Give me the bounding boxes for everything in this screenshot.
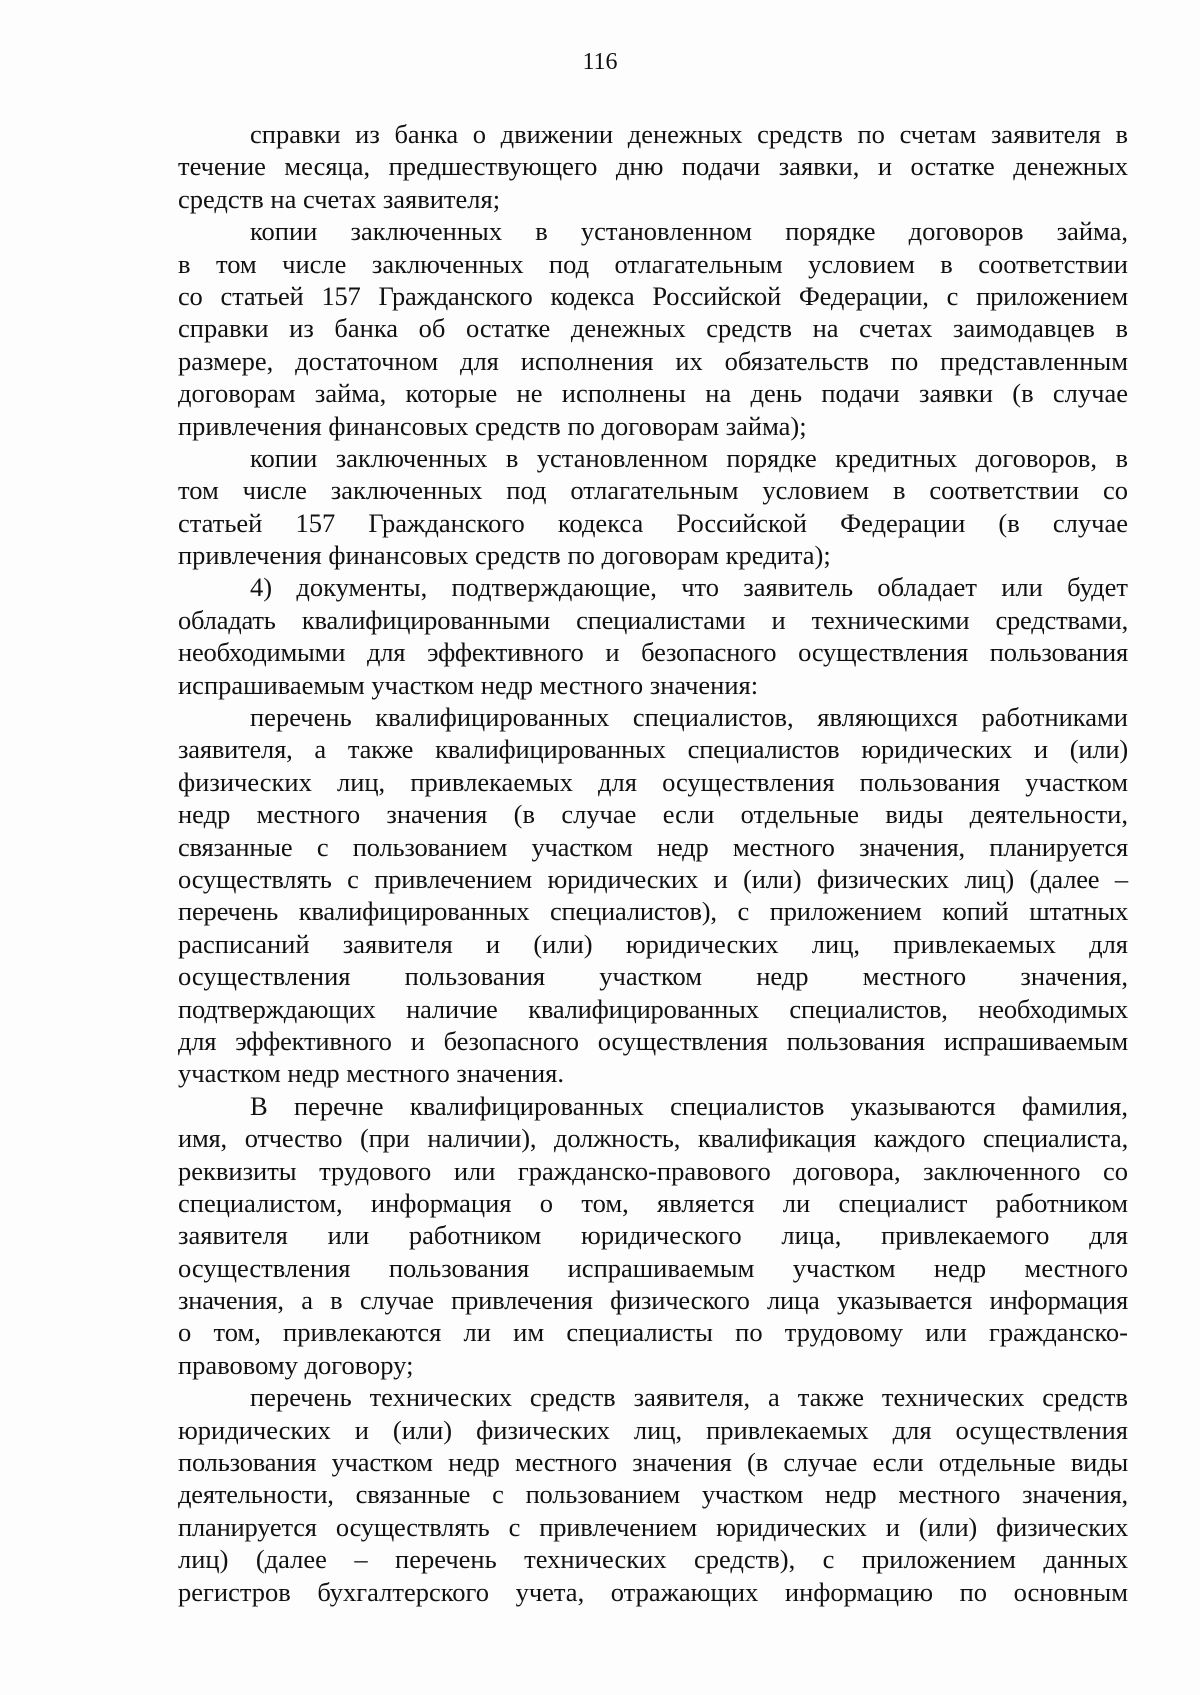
text-line: перечень квалифицированных специалистов, являющихся работниками — [250, 702, 1128, 733]
text-line: испрашиваемым участком недр местного значения: — [178, 669, 759, 700]
text-line: перечень квалифицированных специалистов), с приложением копий штатных — [178, 896, 1128, 927]
text-line: со статьей 157 Гражданского кодекса Российской Федерации, с приложением — [178, 280, 1128, 311]
text-line: о том, привлекаются ли им специалисты по трудовому или гражданско- — [178, 1317, 1128, 1348]
text-line: имя, отчество (при наличии), должность, квалификация каждого специалиста, — [178, 1123, 1128, 1154]
text-line: лиц) (далее – перечень технических средств), с приложением данных — [178, 1544, 1128, 1575]
text-line: планируется осуществлять с привлечением юридических и (или) физических — [178, 1511, 1128, 1542]
text-line: расписаний заявителя и (или) юридических лиц, привлекаемых для — [178, 928, 1128, 959]
text-line: реквизиты трудового или гражданско-правового договора, заключенного со — [178, 1155, 1128, 1186]
text-line: регистров бухгалтерского учета, отражающих информацию по основным — [178, 1576, 1128, 1607]
text-line: связанные с пользованием участком недр местного значения, планируется — [178, 831, 1128, 862]
text-line: необходимыми для эффективного и безопасного осуществления пользования — [178, 637, 1128, 668]
text-line: юридических и (или) физических лиц, привлекаемых для осуществления — [178, 1414, 1128, 1445]
text-line: В перечне квалифицированных специалистов указываются фамилия, — [250, 1090, 1128, 1121]
text-line: значения, а в случае привлечения физического лица указывается информация — [178, 1285, 1128, 1316]
paragraph-loan-agreements — [178, 215, 1128, 442]
text-line: копии заключенных в установленном порядке кредитных договоров, в — [250, 442, 1128, 473]
text-line: справки из банка о движении денежных средств по счетам заявителя в — [250, 119, 1128, 149]
paragraph-credit-agreements — [178, 442, 1128, 572]
text-line: для эффективного и безопасного осуществления пользования испрашиваемым — [178, 1025, 1128, 1056]
text-line: размере, достаточном для исполнения их обязательств по представленным — [178, 345, 1128, 376]
text-line: течение месяца, предшествующего дню подачи заявки, и остатке денежных — [178, 151, 1128, 182]
text-line: справки из банка об остатке денежных средств на счетах заимодавцев в — [178, 313, 1128, 344]
text-line: осуществления пользования участком недр местного значения, — [178, 961, 1128, 992]
text-line: заявителя, а также квалифицированных специалистов юридических и (или) — [178, 734, 1128, 765]
text-line: недр местного значения (в случае если отдельные виды деятельности, — [178, 799, 1128, 830]
text-line: физических лиц, привлекаемых для осуществления пользования участком — [178, 766, 1128, 797]
text-line: привлечения финансовых средств по договорам кредита); — [178, 540, 831, 571]
paragraph-technical-means — [178, 1381, 1128, 1608]
text-line: копии заключенных в установленном порядке договоров займа, — [250, 216, 1128, 247]
document-body — [178, 118, 1128, 1608]
text-line: пользования участком недр местного значения (в случае если отдельные виды — [178, 1447, 1128, 1478]
text-line: правовому договору; — [178, 1349, 414, 1380]
paragraph-specialists-details — [178, 1090, 1128, 1382]
text-line: подтверждающих наличие квалифицированных специалистов, необходимых — [178, 993, 1128, 1024]
text-line: статьей 157 Гражданского кодекса Российской Федерации (в случае — [178, 507, 1128, 538]
text-line: привлечения финансовых средств по договорам займа); — [178, 410, 807, 441]
text-line: обладать квалифицированными специалистами и техническими средствами, — [178, 604, 1128, 635]
text-line: деятельности, связанные с пользованием участком недр местного значения, — [178, 1479, 1128, 1510]
paragraph-specialists-list — [178, 701, 1128, 1090]
text-line: договорам займа, которые не исполнены на день подачи заявки (в случае — [178, 378, 1128, 409]
text-line: перечень технических средств заявителя, а также технических средств — [250, 1382, 1128, 1413]
text-line: средств на счетах заявителя; — [178, 183, 501, 214]
text-line: в том числе заключенных под отлагательным условием в соответствии — [178, 248, 1128, 279]
text-line: 4) документы, подтверждающие, что заявитель обладает или будет — [250, 572, 1128, 603]
text-line: участком недр местного значения. — [178, 1058, 564, 1089]
text-line: заявителя или работником юридического лица, привлекаемого для — [178, 1220, 1128, 1251]
paragraph-item-4 — [178, 571, 1128, 701]
text-line: том числе заключенных под отлагательным условием в соответствии со — [178, 475, 1128, 506]
page-number: 116 — [582, 49, 618, 75]
text-line: осуществления пользования испрашиваемым участком недр местного — [178, 1252, 1128, 1283]
text-line: специалистом, информация о том, является ли специалист работником — [178, 1187, 1128, 1218]
paragraph-bank-statements — [178, 118, 1128, 215]
text-line: осуществлять с привлечением юридических и (или) физических лиц) (далее – — [178, 863, 1128, 894]
